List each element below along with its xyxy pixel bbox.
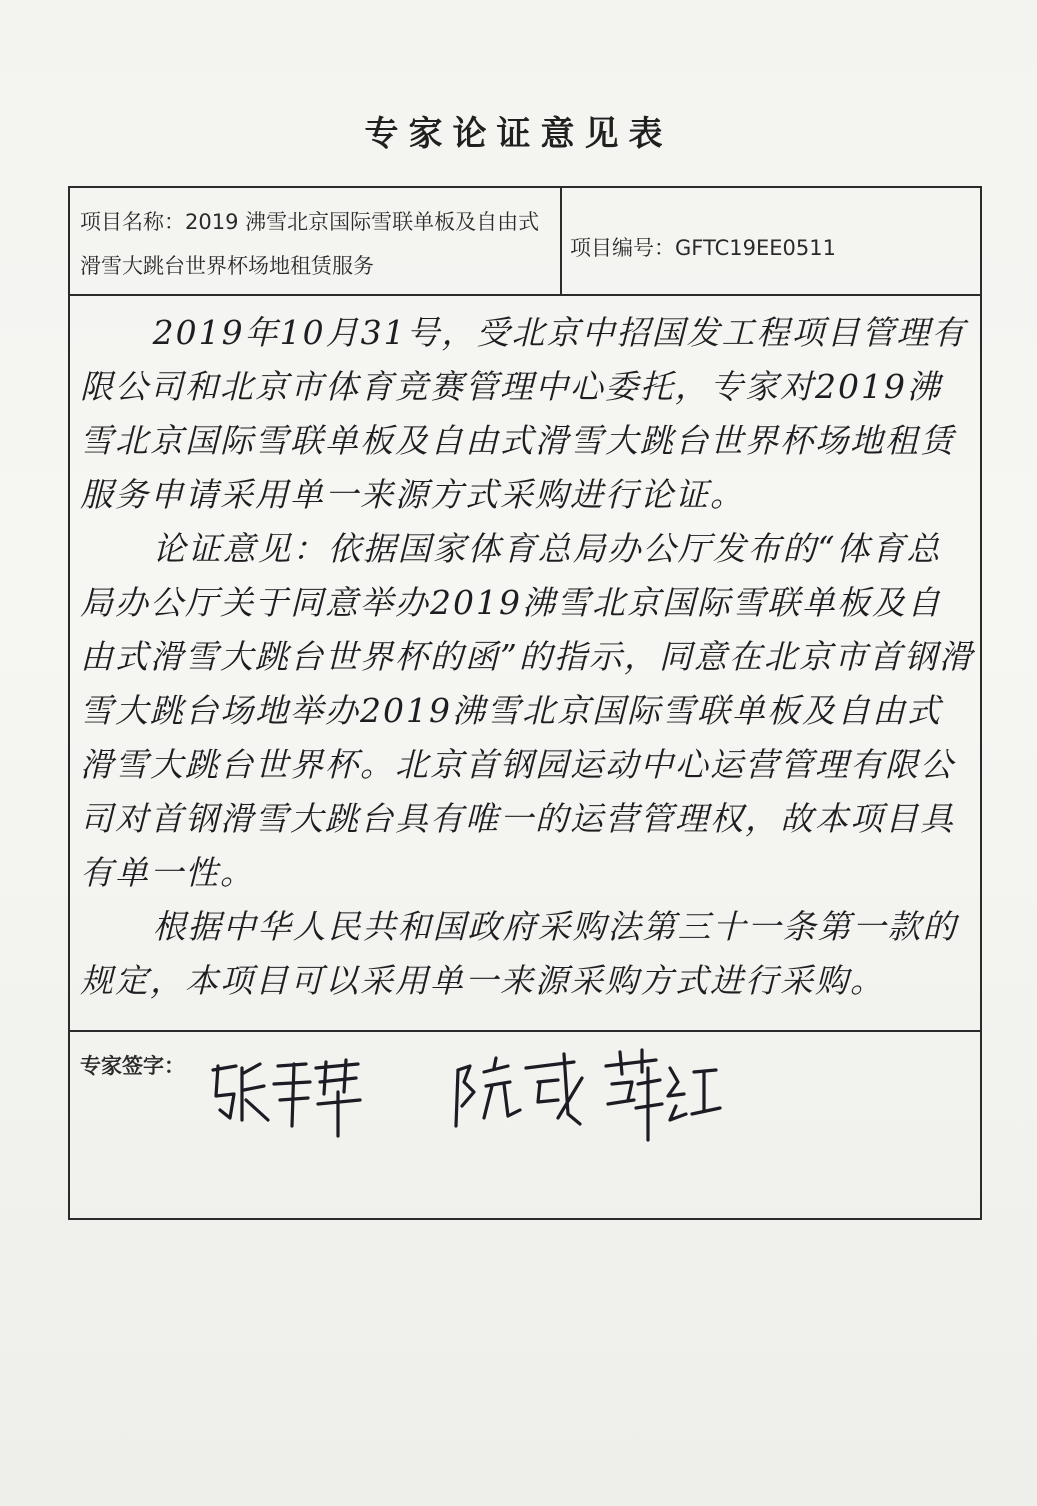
project-name-label: 项目名称： (80, 210, 185, 234)
opinion-paragraph: 2019年10月31号，受北京中招国发工程项目管理有限公司和北京市体育竞赛管理中心委托，专家对2019沸雪北京国际雪联单板及自由式滑雪大跳台世界杯场地租赁服务申请采用单一来源方式采购进行论证。 (80, 313, 967, 514)
signature-2 (456, 1054, 582, 1126)
header-bottom-line (70, 294, 980, 296)
expert-signatures (208, 1048, 908, 1138)
header-divider (560, 188, 562, 294)
project-name-cell (80, 200, 560, 288)
signature-1 (213, 1060, 360, 1136)
opinion-paragraph: 根据中华人民共和国政府采购法第三十一条第一款的规定，本项目可以采用单一来源采购方式进行采购。 (80, 907, 958, 1000)
document-title: 专家论证意见表 (364, 114, 673, 154)
signature-label: 专家签字： (80, 1054, 185, 1078)
opinion-form-table (68, 186, 982, 1220)
handwritten-signatures-image (208, 1048, 908, 1158)
project-code-value: GFTC19EE0511 (675, 236, 836, 260)
project-code-cell (570, 226, 970, 270)
signature-top-line (70, 1030, 980, 1032)
opinion-body (80, 306, 975, 1008)
project-code-label: 项目编号： (570, 236, 675, 260)
opinion-paragraph: 论证意见：依据国家体育总局办公厅发布的“体育总局办公厅关于同意举办2019沸雪北京国际雪联单板及自由式滑雪大跳台世界杯的函”的指示，同意在北京市首钢滑雪大跳台场地举办2019沸雪北京国际雪联单板及自由式滑雪大跳台世界杯。北京首钢园运动中心运营管理有限公司对首钢滑雪大跳台具有唯一的运营管理权，故本项目具有单一性。 (80, 529, 974, 892)
project-name-value: 2019 沸雪北京国际雪联单板及自由式滑雪大跳台世界杯场地租赁服务 (80, 210, 540, 278)
signature-3 (606, 1050, 720, 1140)
